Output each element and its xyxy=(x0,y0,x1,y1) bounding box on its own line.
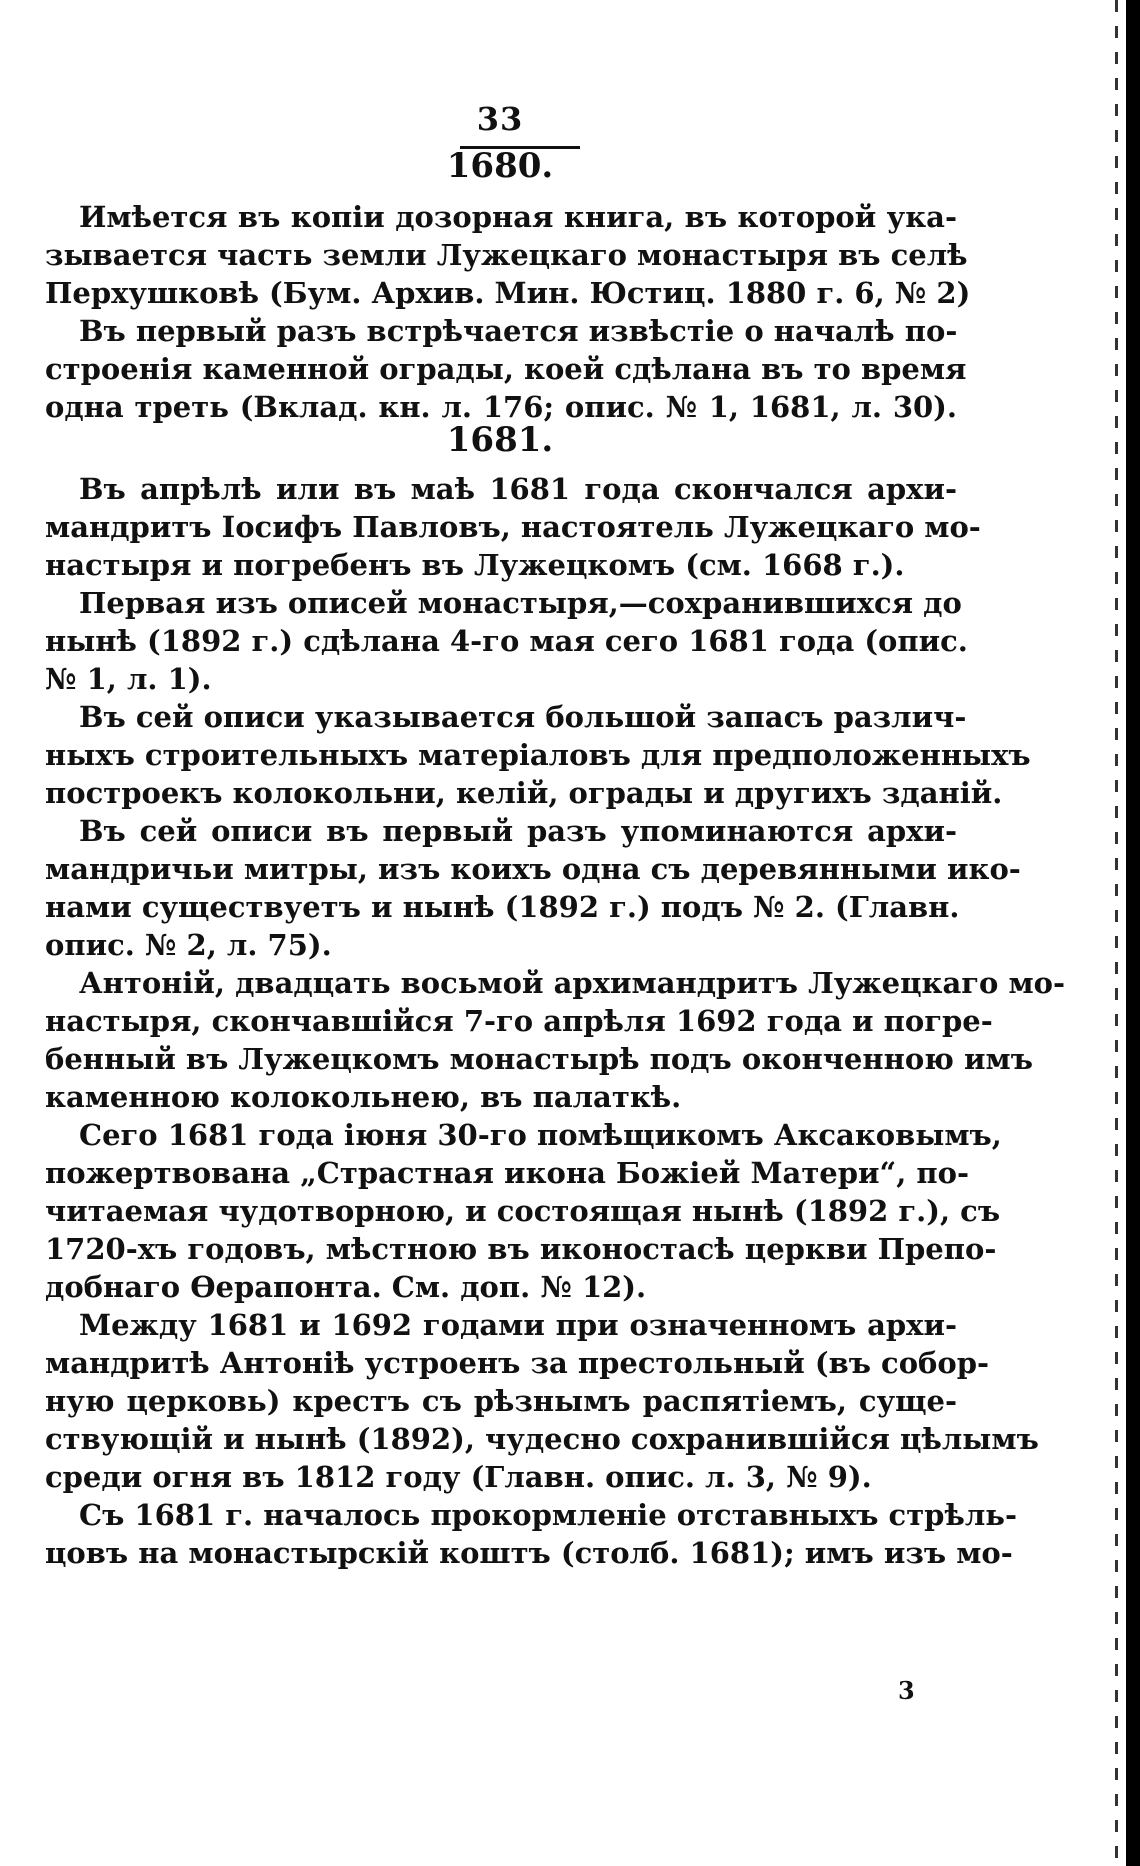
text-line: Въ первый разъ встрѣчается извѣстіе о началѣ по- xyxy=(79,314,958,348)
text-line: мандритѣ Антоніѣ устроенъ за престольный (въ собор- xyxy=(45,1346,990,1380)
text-line: строенія каменной ограды, коей сдѣлана въ то время xyxy=(45,352,967,386)
text-line: № 1, л. 1). xyxy=(45,662,212,696)
text-line: пожертвована „Страстная икона Божіей Матери“, по- xyxy=(45,1156,970,1190)
text-line: Въ апрѣлѣ или въ маѣ 1681 года скончался архи- xyxy=(79,472,957,506)
year-heading-1680: 1680. xyxy=(446,146,554,186)
section-1681-text xyxy=(45,470,1066,1572)
text-line: нами существуетъ и нынѣ (1892 г.) подъ № 2. (Главн. xyxy=(45,890,960,924)
signature-mark: 3 xyxy=(898,1676,915,1705)
text-line: ствующій и нынѣ (1892), чудесно сохранившійся цѣлымъ xyxy=(45,1422,1039,1456)
year-heading-1681: 1681. xyxy=(446,420,554,460)
text-line: мандричьи митры, изъ коихъ одна съ деревянными ико- xyxy=(45,852,1021,886)
text-line: настыря, скончавшійся 7-го апрѣля 1692 года и погре- xyxy=(45,1004,993,1038)
text-line: добнаго Ѳерапонта. См. доп. № 12). xyxy=(45,1270,647,1304)
text-line: Сего 1681 года іюня 30-го помѣщикомъ Аксаковымъ, xyxy=(79,1118,1002,1152)
text-line: Между 1681 и 1692 годами при означенномъ архи- xyxy=(79,1308,957,1342)
text-line: мандритъ Іосифъ Павловъ, настоятель Лужецкаго мо- xyxy=(45,510,981,544)
page-edge-dashes xyxy=(1115,0,1118,1866)
text-line-antony: Антоній, двадцать восьмой архимандритъ Лужецкаго мо- xyxy=(79,966,1066,1000)
text-line: ную церковь) крестъ съ рѣзнымъ распятіемъ, суще- xyxy=(45,1384,957,1418)
text-line: опис. № 2, л. 75). xyxy=(45,928,332,962)
text-line: Имѣется въ копіи дозорная книга, въ которой ука- xyxy=(79,200,957,234)
text-line: настыря и погребенъ въ Лужецкомъ (см. 1668 г.). xyxy=(45,548,905,582)
text-line: цовъ на монастырскій коштъ (столб. 1681); имъ изъ мо- xyxy=(45,1536,1013,1570)
text-line: Перхушковѣ (Бум. Архив. Мин. Юстиц. 1880 г. 6, № 2) xyxy=(45,276,971,310)
text-line: зывается часть земли Лужецкаго монастыря въ селѣ xyxy=(45,238,968,272)
text-line: читаемая чудотворною, и состоящая нынѣ (1892 г.), съ xyxy=(45,1194,1001,1228)
text-line: Въ сей описи въ первый разъ упоминаются архи- xyxy=(79,814,957,848)
page-number: 33 xyxy=(476,100,524,138)
page-edge-border xyxy=(1126,0,1140,1866)
text-line: Первая изъ описей монастыря,—сохранившихся до xyxy=(79,586,962,620)
text-line: Съ 1681 г. началось прокормленіе отставныхъ стрѣль- xyxy=(79,1498,1018,1532)
text-line: среди огня въ 1812 году (Главн. опис. л. 3, № 9). xyxy=(45,1460,872,1494)
text-line: нынѣ (1892 г.) сдѣлана 4-го мая сего 1681 года (опис. xyxy=(45,624,968,658)
text-line: 1720-хъ годовъ, мѣстною въ иконостасѣ церкви Препо- xyxy=(45,1232,997,1266)
text-line: одна треть (Вклад. кн. л. 176; опис. № 1, 1681, л. 30). xyxy=(45,390,957,424)
text-line: бенный въ Лужецкомъ монастырѣ подъ оконченною имъ xyxy=(45,1042,1033,1076)
text-line: каменною колокольнею, въ палаткѣ. xyxy=(45,1080,682,1114)
text-line: ныхъ строительныхъ матеріаловъ для предположенныхъ xyxy=(45,738,1031,772)
text-line: Въ сей описи указывается большой запасъ различ- xyxy=(79,700,967,734)
section-1680-text xyxy=(45,198,971,426)
text-line: построекъ колокольни, келій, ограды и другихъ зданій. xyxy=(45,776,1003,810)
